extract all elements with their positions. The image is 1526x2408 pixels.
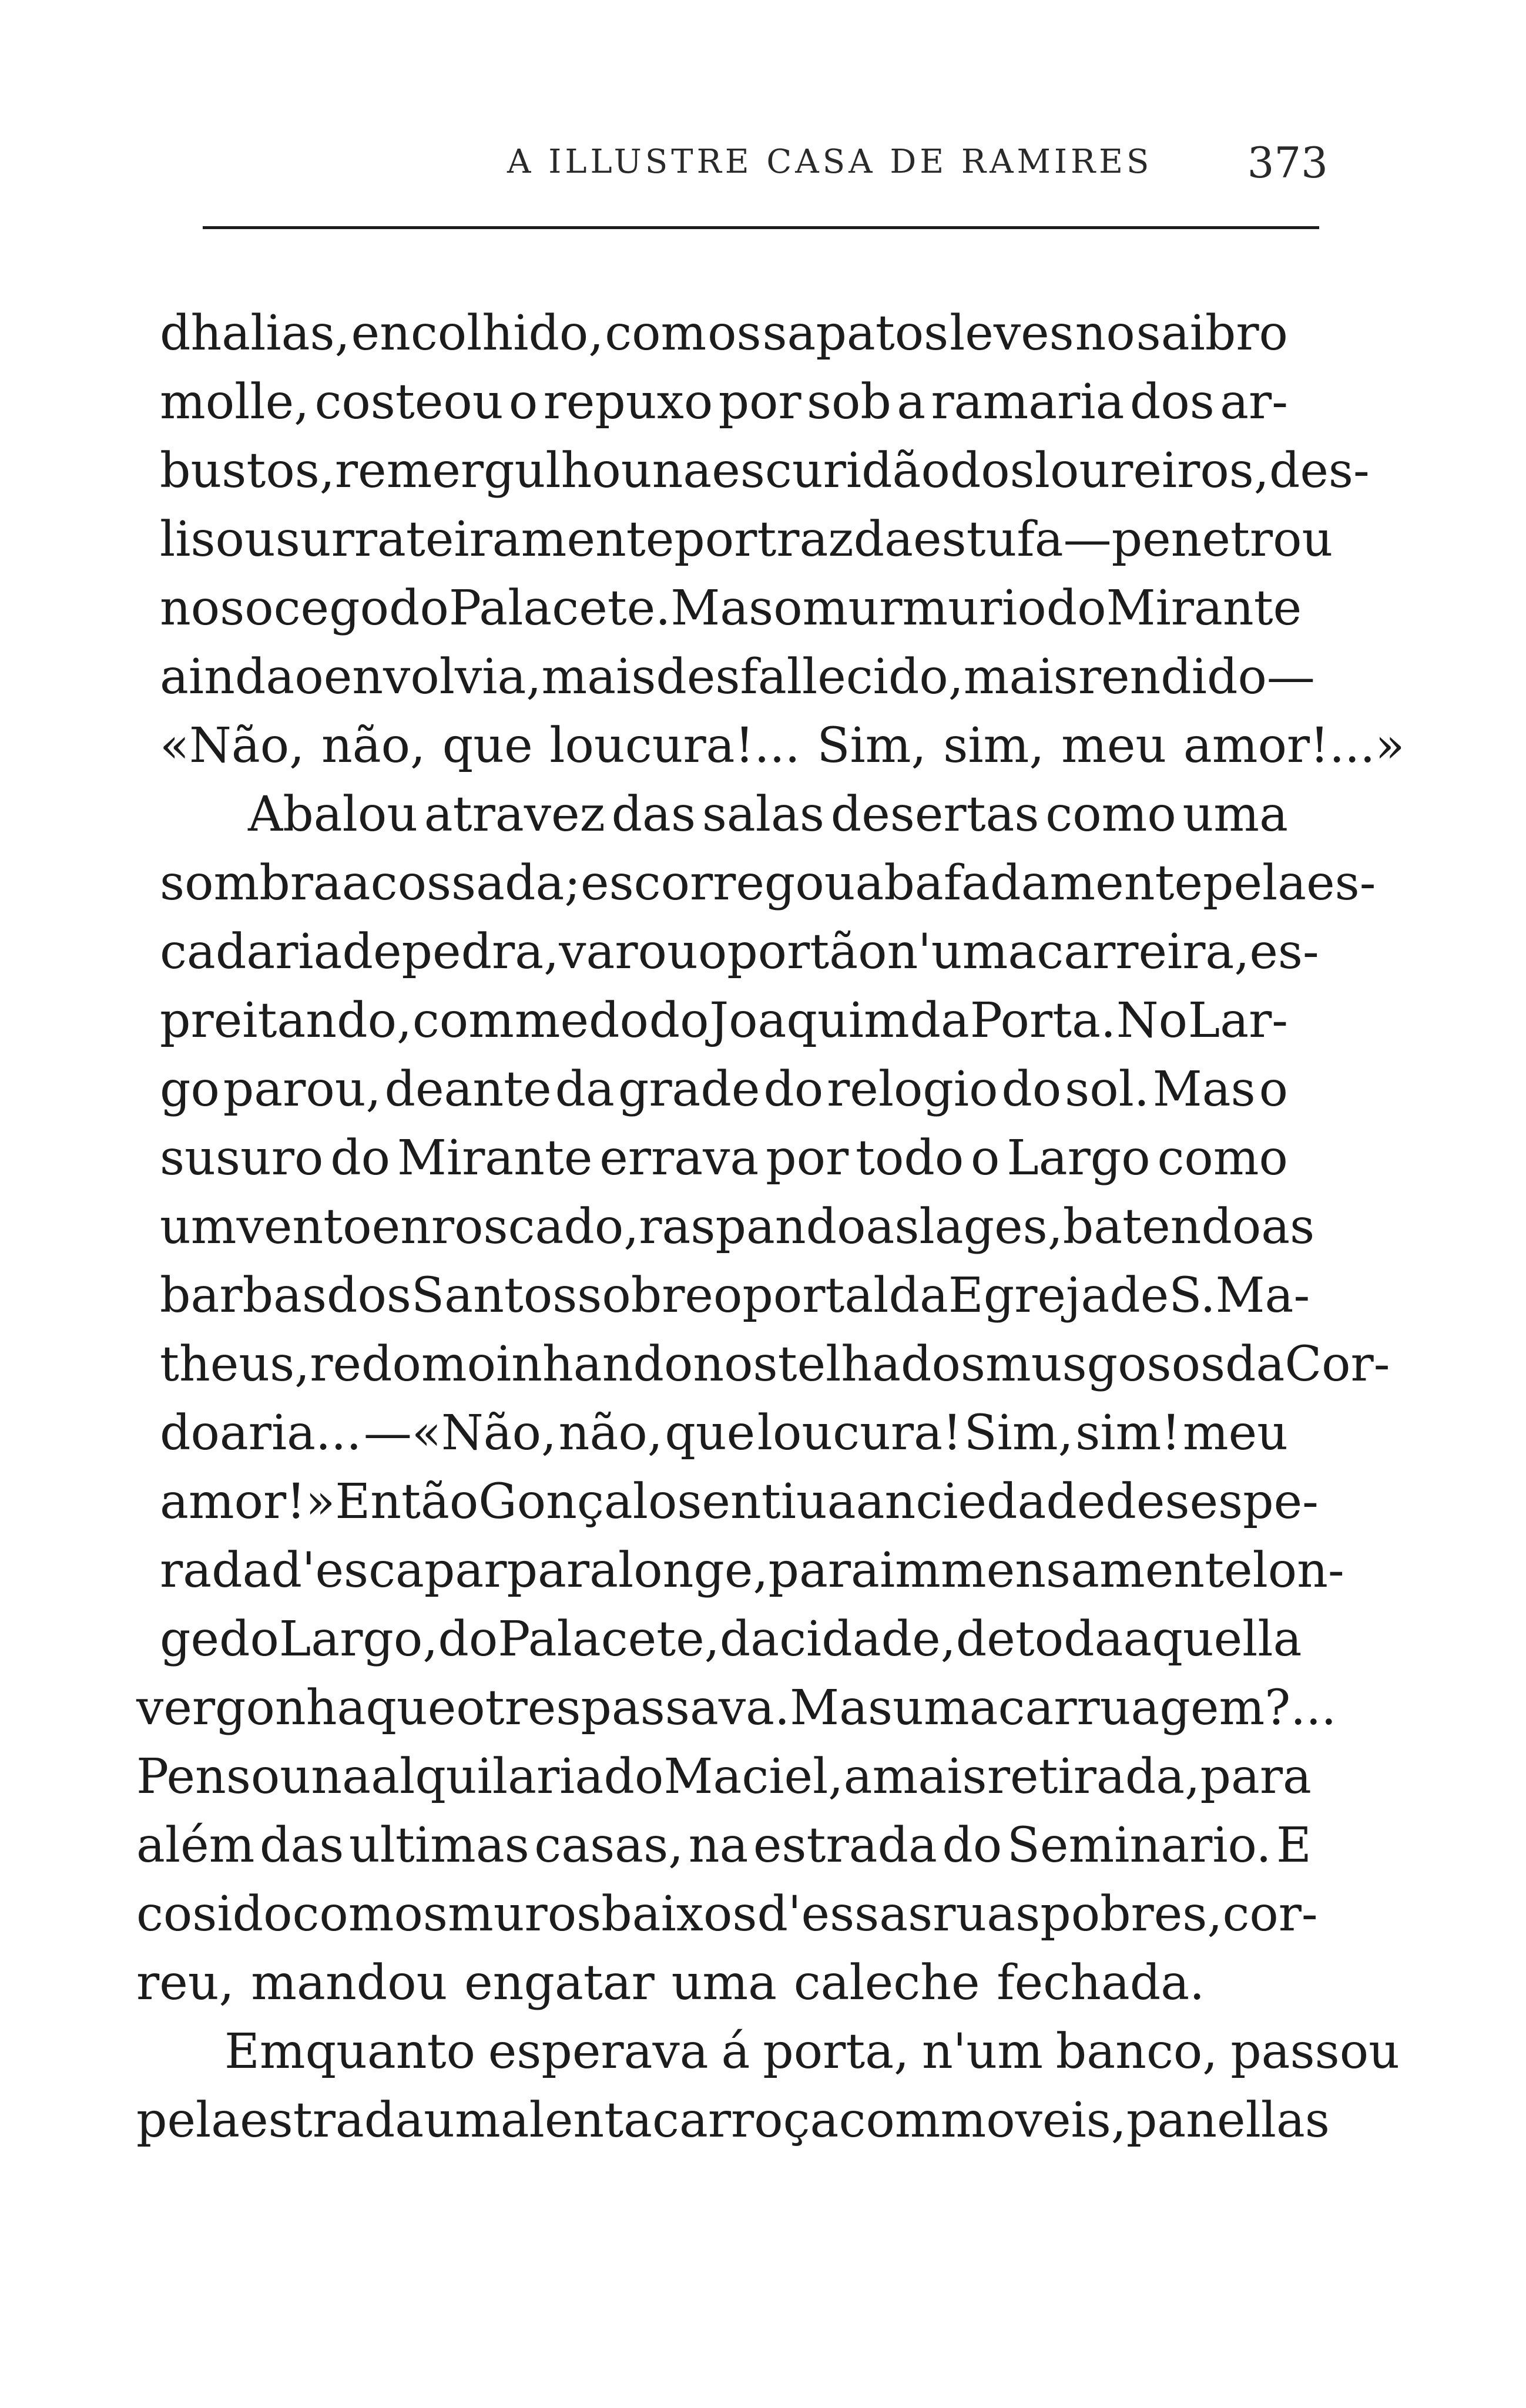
word: no [160, 580, 220, 636]
word: Ma- [1215, 1268, 1310, 1324]
word: sapatos [762, 305, 949, 361]
word: sombra [160, 855, 342, 911]
word: loucura!... [549, 718, 800, 774]
word: do [1001, 1062, 1062, 1117]
word: com [412, 993, 514, 1049]
word: cidade, [779, 1611, 956, 1667]
word: Mas [1152, 1062, 1256, 1117]
word: que [665, 1405, 756, 1461]
word: do [219, 1611, 279, 1667]
word: na [311, 1749, 371, 1805]
word: ruas [933, 1886, 1041, 1942]
word: barbas [160, 1268, 327, 1324]
word: do [438, 1611, 498, 1667]
word: o [773, 580, 803, 636]
word: parou, [223, 1062, 381, 1117]
word: raspando [639, 1199, 866, 1255]
word: Então [335, 1474, 479, 1530]
text-line [160, 1062, 1288, 1130]
word: acossada; [341, 855, 581, 911]
word: dos [327, 1268, 411, 1324]
word: o [456, 1680, 485, 1736]
word: desespe- [1105, 1474, 1319, 1530]
word: des- [1269, 443, 1370, 499]
word: estufa [913, 512, 1064, 567]
word: dos [950, 443, 1035, 499]
word: para [1200, 1749, 1312, 1805]
word: escuridão [712, 443, 950, 499]
word: carreira, [1037, 924, 1250, 980]
text-line [160, 718, 1405, 787]
word: envolvia, [323, 649, 542, 705]
word: Sim, [964, 1405, 1074, 1461]
text-line [160, 993, 1288, 1062]
word: mais [872, 1749, 987, 1805]
word: atravez [424, 787, 605, 842]
word: deante [384, 1062, 552, 1117]
word: da [853, 512, 913, 567]
word: theus, [160, 1336, 310, 1392]
word: «Não, [160, 718, 305, 774]
word: banco, [1055, 2024, 1218, 2080]
word: todo [856, 1130, 964, 1186]
word: panellas [1126, 2093, 1330, 2148]
word: leves [950, 305, 1074, 361]
word: amor!...» [1183, 718, 1405, 774]
word: es- [1306, 855, 1376, 911]
word: a [897, 374, 926, 430]
word: enroscado, [371, 1199, 639, 1255]
word: do [603, 1749, 664, 1805]
word: por [674, 512, 757, 567]
word: com [839, 2093, 941, 2148]
word: Santos [411, 1268, 578, 1324]
word: das [611, 787, 696, 842]
word: anciedade [856, 1474, 1106, 1530]
word: Mirante [397, 1130, 593, 1186]
word: d'escapar [271, 1543, 507, 1598]
word: ainda [160, 649, 295, 705]
word: Emquanto [224, 2024, 475, 2080]
word: de [1109, 1268, 1169, 1324]
text-line [136, 1749, 1312, 1818]
text-line [136, 2024, 1400, 2093]
word: as [866, 1199, 920, 1255]
word: loucura! [757, 1405, 962, 1461]
word: com [292, 1886, 394, 1942]
word: doaria... [160, 1405, 362, 1461]
body-text [136, 305, 1405, 2161]
word: mais [963, 649, 1078, 705]
word: susuro [160, 1130, 324, 1186]
word: abafadamente [855, 855, 1203, 911]
word: sob [806, 374, 891, 430]
word: amor!» [160, 1474, 336, 1530]
word: Abalou [248, 787, 418, 842]
word: alquilaria [371, 1749, 604, 1805]
word: es- [1249, 924, 1319, 980]
word: porta, [763, 2024, 910, 2080]
text-line [160, 1543, 1344, 1611]
word: Mas [790, 1680, 893, 1736]
word: redomoinhando [310, 1336, 693, 1392]
word: estrada [753, 1818, 937, 1873]
text-line [160, 305, 1288, 374]
word: costeou [314, 374, 504, 430]
word: a [827, 1474, 856, 1530]
word: estrada [240, 2093, 424, 2148]
word: Pensou [136, 1749, 311, 1805]
word: —penetrou [1063, 512, 1333, 567]
word: casas, [534, 1818, 684, 1873]
word: cor- [1222, 1886, 1318, 1942]
word: da [719, 1611, 780, 1667]
word: reu, [136, 1955, 234, 2011]
word: musgosos [985, 1336, 1226, 1392]
word: das [259, 1818, 344, 1873]
word: Mirante [1106, 580, 1302, 636]
word: uma [671, 1955, 777, 2011]
word: aquella [1123, 1611, 1302, 1667]
word: de [342, 924, 402, 980]
word: desertas [830, 787, 1039, 842]
word: Cor- [1284, 1336, 1390, 1392]
word: saibro [1136, 305, 1288, 361]
header-rule [203, 226, 1319, 229]
word: lenta [529, 2093, 653, 2148]
word: traz [757, 512, 854, 567]
text-line [160, 1199, 1315, 1268]
word: da [1225, 1336, 1285, 1392]
text-line [160, 580, 1302, 649]
word: Mas [670, 580, 774, 636]
word: nos [693, 1336, 778, 1392]
word: telhados [777, 1336, 985, 1392]
word: o [508, 374, 538, 430]
text-line [160, 443, 1370, 512]
word: retirada, [987, 1749, 1200, 1805]
word: os [394, 1886, 448, 1942]
word: desfallecido, [656, 649, 964, 705]
text-line [160, 1336, 1390, 1405]
text-line [136, 1886, 1318, 1955]
word: vergonha [136, 1680, 366, 1736]
word: portão [727, 924, 887, 980]
word: da [555, 1062, 615, 1117]
word: as [1261, 1199, 1315, 1255]
word: relogio [827, 1062, 998, 1117]
word: sol. [1065, 1062, 1149, 1117]
word: carruagem?... [998, 1680, 1337, 1736]
word: do [942, 1818, 1002, 1873]
text-line [160, 374, 1288, 443]
word: cosido [136, 1886, 293, 1942]
word: sobre [577, 1268, 713, 1324]
word: por [718, 374, 801, 430]
word: Egreja [948, 1268, 1110, 1324]
text-line [136, 1818, 1312, 1886]
word: n'uma [887, 924, 1037, 980]
word: como [1045, 787, 1176, 842]
word: caleche [793, 1955, 980, 2011]
word: sim! [1075, 1405, 1181, 1461]
word: sentiu [677, 1474, 827, 1530]
word: de [955, 1611, 1015, 1667]
word: escorregou [581, 855, 856, 911]
word: mais [541, 649, 656, 705]
word: engatar [464, 1955, 655, 2011]
word: cadaria [160, 924, 343, 980]
word: n'um [922, 2024, 1043, 2080]
text-line [136, 2093, 1330, 2161]
word: ge [160, 1611, 220, 1667]
word: murmurio [802, 580, 1047, 636]
word: para [507, 1543, 618, 1598]
word: do [1046, 580, 1106, 636]
word: passou [1230, 2024, 1400, 2080]
word: Joaquim [709, 993, 910, 1049]
word: salas [702, 787, 824, 842]
word: não, [558, 1405, 663, 1461]
word: ar- [1220, 374, 1288, 430]
word: esperava [488, 2024, 709, 2080]
word: a [843, 1749, 873, 1805]
word: Seminario. [1007, 1818, 1272, 1873]
word: rada [160, 1543, 271, 1598]
text-line [160, 1611, 1302, 1680]
word: moveis, [940, 2093, 1126, 2148]
word: na [688, 1818, 749, 1873]
text-line [160, 1405, 1288, 1474]
word: repuxo [543, 374, 713, 430]
word: que [365, 1680, 457, 1736]
word: pela [136, 2093, 240, 2148]
word: lages, [919, 1199, 1063, 1255]
word: do [388, 580, 449, 636]
word: preitando, [160, 993, 412, 1049]
word: E [1276, 1818, 1312, 1873]
word: que [442, 718, 533, 774]
word: No [1116, 993, 1188, 1049]
word: uma [424, 2093, 529, 2148]
word: como [1157, 1130, 1288, 1186]
word: — [1266, 649, 1315, 705]
word: da [910, 993, 970, 1049]
word: fechada. [997, 1955, 1205, 2011]
text-line [160, 855, 1376, 924]
text-line [160, 1268, 1310, 1336]
word: um [160, 1199, 237, 1255]
word: o [697, 924, 727, 980]
word: grade [618, 1062, 760, 1117]
word: Largo [1007, 1130, 1151, 1186]
word: batendo [1062, 1199, 1262, 1255]
word: os [707, 305, 762, 361]
word: remergulhou [334, 443, 652, 499]
word: Sim, [817, 718, 927, 774]
text-line [160, 1130, 1288, 1199]
word: S. [1169, 1268, 1216, 1324]
word: errava [599, 1130, 759, 1186]
word: não, [321, 718, 426, 774]
word: á [721, 2024, 750, 2080]
word: meu [1061, 718, 1167, 774]
word: Palacete. [448, 580, 671, 636]
word: por [766, 1130, 849, 1186]
word: Porta. [970, 993, 1116, 1049]
word: o [713, 1268, 743, 1324]
word: do [649, 993, 709, 1049]
word: Gonçalo [478, 1474, 678, 1530]
word: Palacete, [498, 1611, 720, 1667]
word: o [294, 649, 324, 705]
text-line [136, 1680, 1337, 1749]
word: lon- [1252, 1543, 1344, 1598]
word: immensamente [879, 1543, 1253, 1598]
word: surrateiramente [275, 512, 675, 567]
word: trespassava. [485, 1680, 790, 1736]
word: portal [742, 1268, 889, 1324]
word: dos [1129, 374, 1215, 430]
text-line [160, 512, 1333, 580]
word: molle, [160, 374, 310, 430]
word: varou [559, 924, 698, 980]
word: para [768, 1543, 880, 1598]
word: —«Não, [363, 1405, 557, 1461]
word: do [763, 1062, 824, 1117]
running-title: A ILLUSTRE CASA DE RAMIRES [507, 143, 1153, 181]
word: ramaria [931, 374, 1125, 430]
word: Lar- [1188, 993, 1288, 1049]
word: loureiros, [1034, 443, 1269, 499]
word: com [605, 305, 707, 361]
word: medo [514, 993, 649, 1049]
word: rendido [1078, 649, 1267, 705]
word: o [1259, 1062, 1288, 1117]
word: do [330, 1130, 391, 1186]
word: o [971, 1130, 1000, 1186]
word: encolhido, [351, 305, 604, 361]
word: no [1075, 305, 1135, 361]
word: ultimas [348, 1818, 529, 1873]
word: go [160, 1062, 220, 1117]
page-header [194, 138, 1328, 185]
word: baixos [601, 1886, 757, 1942]
word: pobres, [1040, 1886, 1223, 1942]
word: toda [1015, 1611, 1123, 1667]
word: uma [1182, 787, 1288, 842]
text-line [160, 1474, 1319, 1543]
word: muros [447, 1886, 602, 1942]
word: vento [236, 1199, 372, 1255]
word: Maciel, [663, 1749, 844, 1805]
text-line [136, 1955, 1312, 2024]
word: além [136, 1818, 255, 1873]
word: longe, [618, 1543, 769, 1598]
word: meu [1182, 1405, 1288, 1461]
word: sim, [943, 718, 1045, 774]
text-line [160, 649, 1315, 718]
word: d'essas [757, 1886, 933, 1942]
word: uma [893, 1680, 998, 1736]
word: pedra, [401, 924, 559, 980]
word: lisou [160, 512, 276, 567]
word: na [652, 443, 712, 499]
word: pela [1203, 855, 1307, 911]
word: Largo, [279, 1611, 438, 1667]
word: mandou [251, 1955, 448, 2011]
page-number: 373 [1247, 138, 1328, 187]
word: da [888, 1268, 948, 1324]
word: bustos, [160, 443, 335, 499]
text-line [160, 924, 1319, 993]
word: dhalias, [160, 305, 350, 361]
text-line [160, 787, 1288, 855]
word: socego [220, 580, 389, 636]
word: carroça [652, 2093, 839, 2148]
